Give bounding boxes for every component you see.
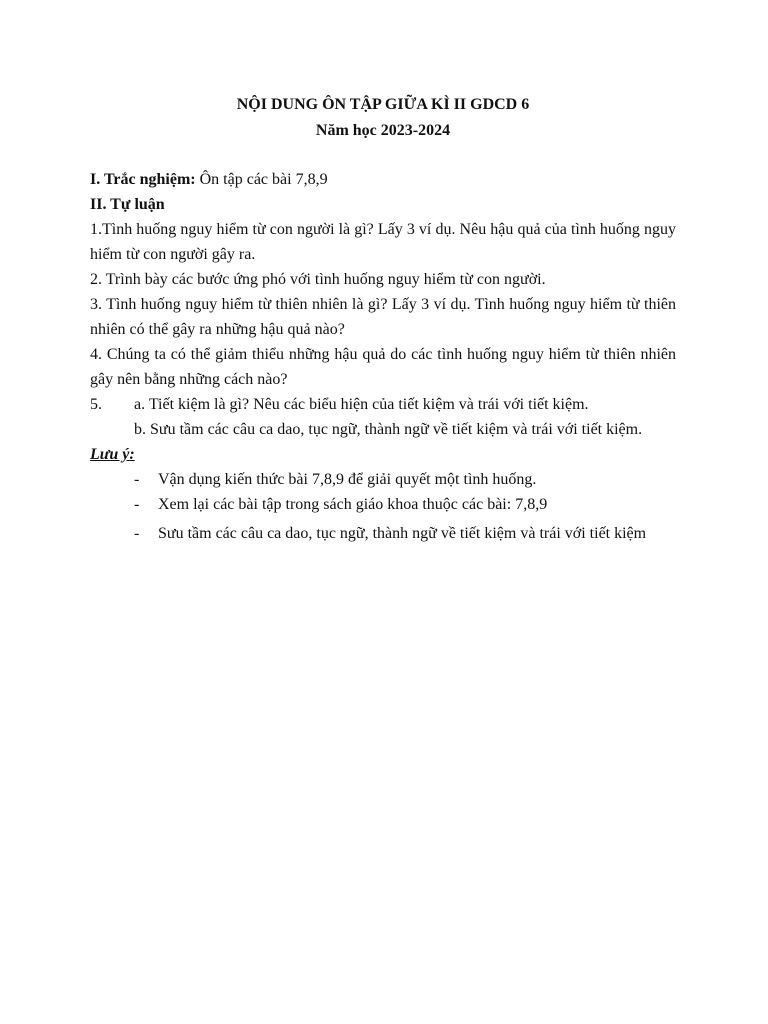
document-title: NỘI DUNG ÔN TẬP GIỮA KÌ II GDCD 6 (236, 96, 530, 113)
document-page (90, 92, 676, 546)
question-5-number: 5. (90, 396, 102, 413)
question-5a-row (90, 392, 676, 417)
list-item (134, 521, 676, 546)
notes-label: Lưu ý: (90, 446, 135, 463)
note-item-text: Xem lại các bài tập trong sách giáo khoa thuộc các bài: 7,8,9 (158, 496, 548, 513)
note-item-text: Sưu tầm các câu ca dao, tục ngữ, thành ngữ về tiết kiệm và trái với tiết kiệm (158, 525, 647, 542)
dash-bullet: - (134, 471, 140, 488)
section-multiple-choice-text: Ôn tập các bài 7,8,9 (195, 171, 328, 188)
question-2: 2. Trình bày các bước ứng phó với tình huống nguy hiểm từ con người. (90, 271, 546, 288)
note-item-text: Vận dụng kiến thức bài 7,8,9 để giải quyết một tình huống. (158, 471, 537, 488)
section-multiple-choice-heading: I. Trắc nghiệm: (90, 171, 196, 188)
dash-bullet: - (134, 525, 140, 542)
question-5b: b. Sưu tầm các câu ca dao, tục ngữ, thành ngữ về tiết kiệm và trái với tiết kiệm. (134, 421, 643, 438)
list-item (134, 492, 676, 517)
question-4: 4. Chúng ta có thể giảm thiểu những hậu quả do các tình huống nguy hiểm từ thiên nhiên gây nên bằng những cách nào? (90, 346, 676, 388)
school-year: Năm học 2023-2024 (315, 122, 451, 139)
spacer (90, 144, 676, 167)
question-3: 3. Tình huống nguy hiểm từ thiên nhiên là gì? Lấy 3 ví dụ. Tình huống nguy hiểm từ thiên nhiên có thể gây ra những hậu quả nào? (90, 296, 676, 338)
notes-list (134, 467, 676, 546)
question-1: 1.Tình huống nguy hiểm từ con người là gì? Lấy 3 ví dụ. Nêu hậu quả của tình huống nguy hiểm từ con người gây ra. (90, 221, 676, 263)
section-essay-heading: II. Tự luận (90, 196, 165, 213)
dash-bullet: - (134, 496, 140, 513)
question-5a: a. Tiết kiệm là gì? Nêu các biểu hiện của tiết kiệm và trái với tiết kiệm. (134, 396, 589, 413)
section-multiple-choice (90, 167, 676, 192)
list-item (134, 467, 676, 492)
